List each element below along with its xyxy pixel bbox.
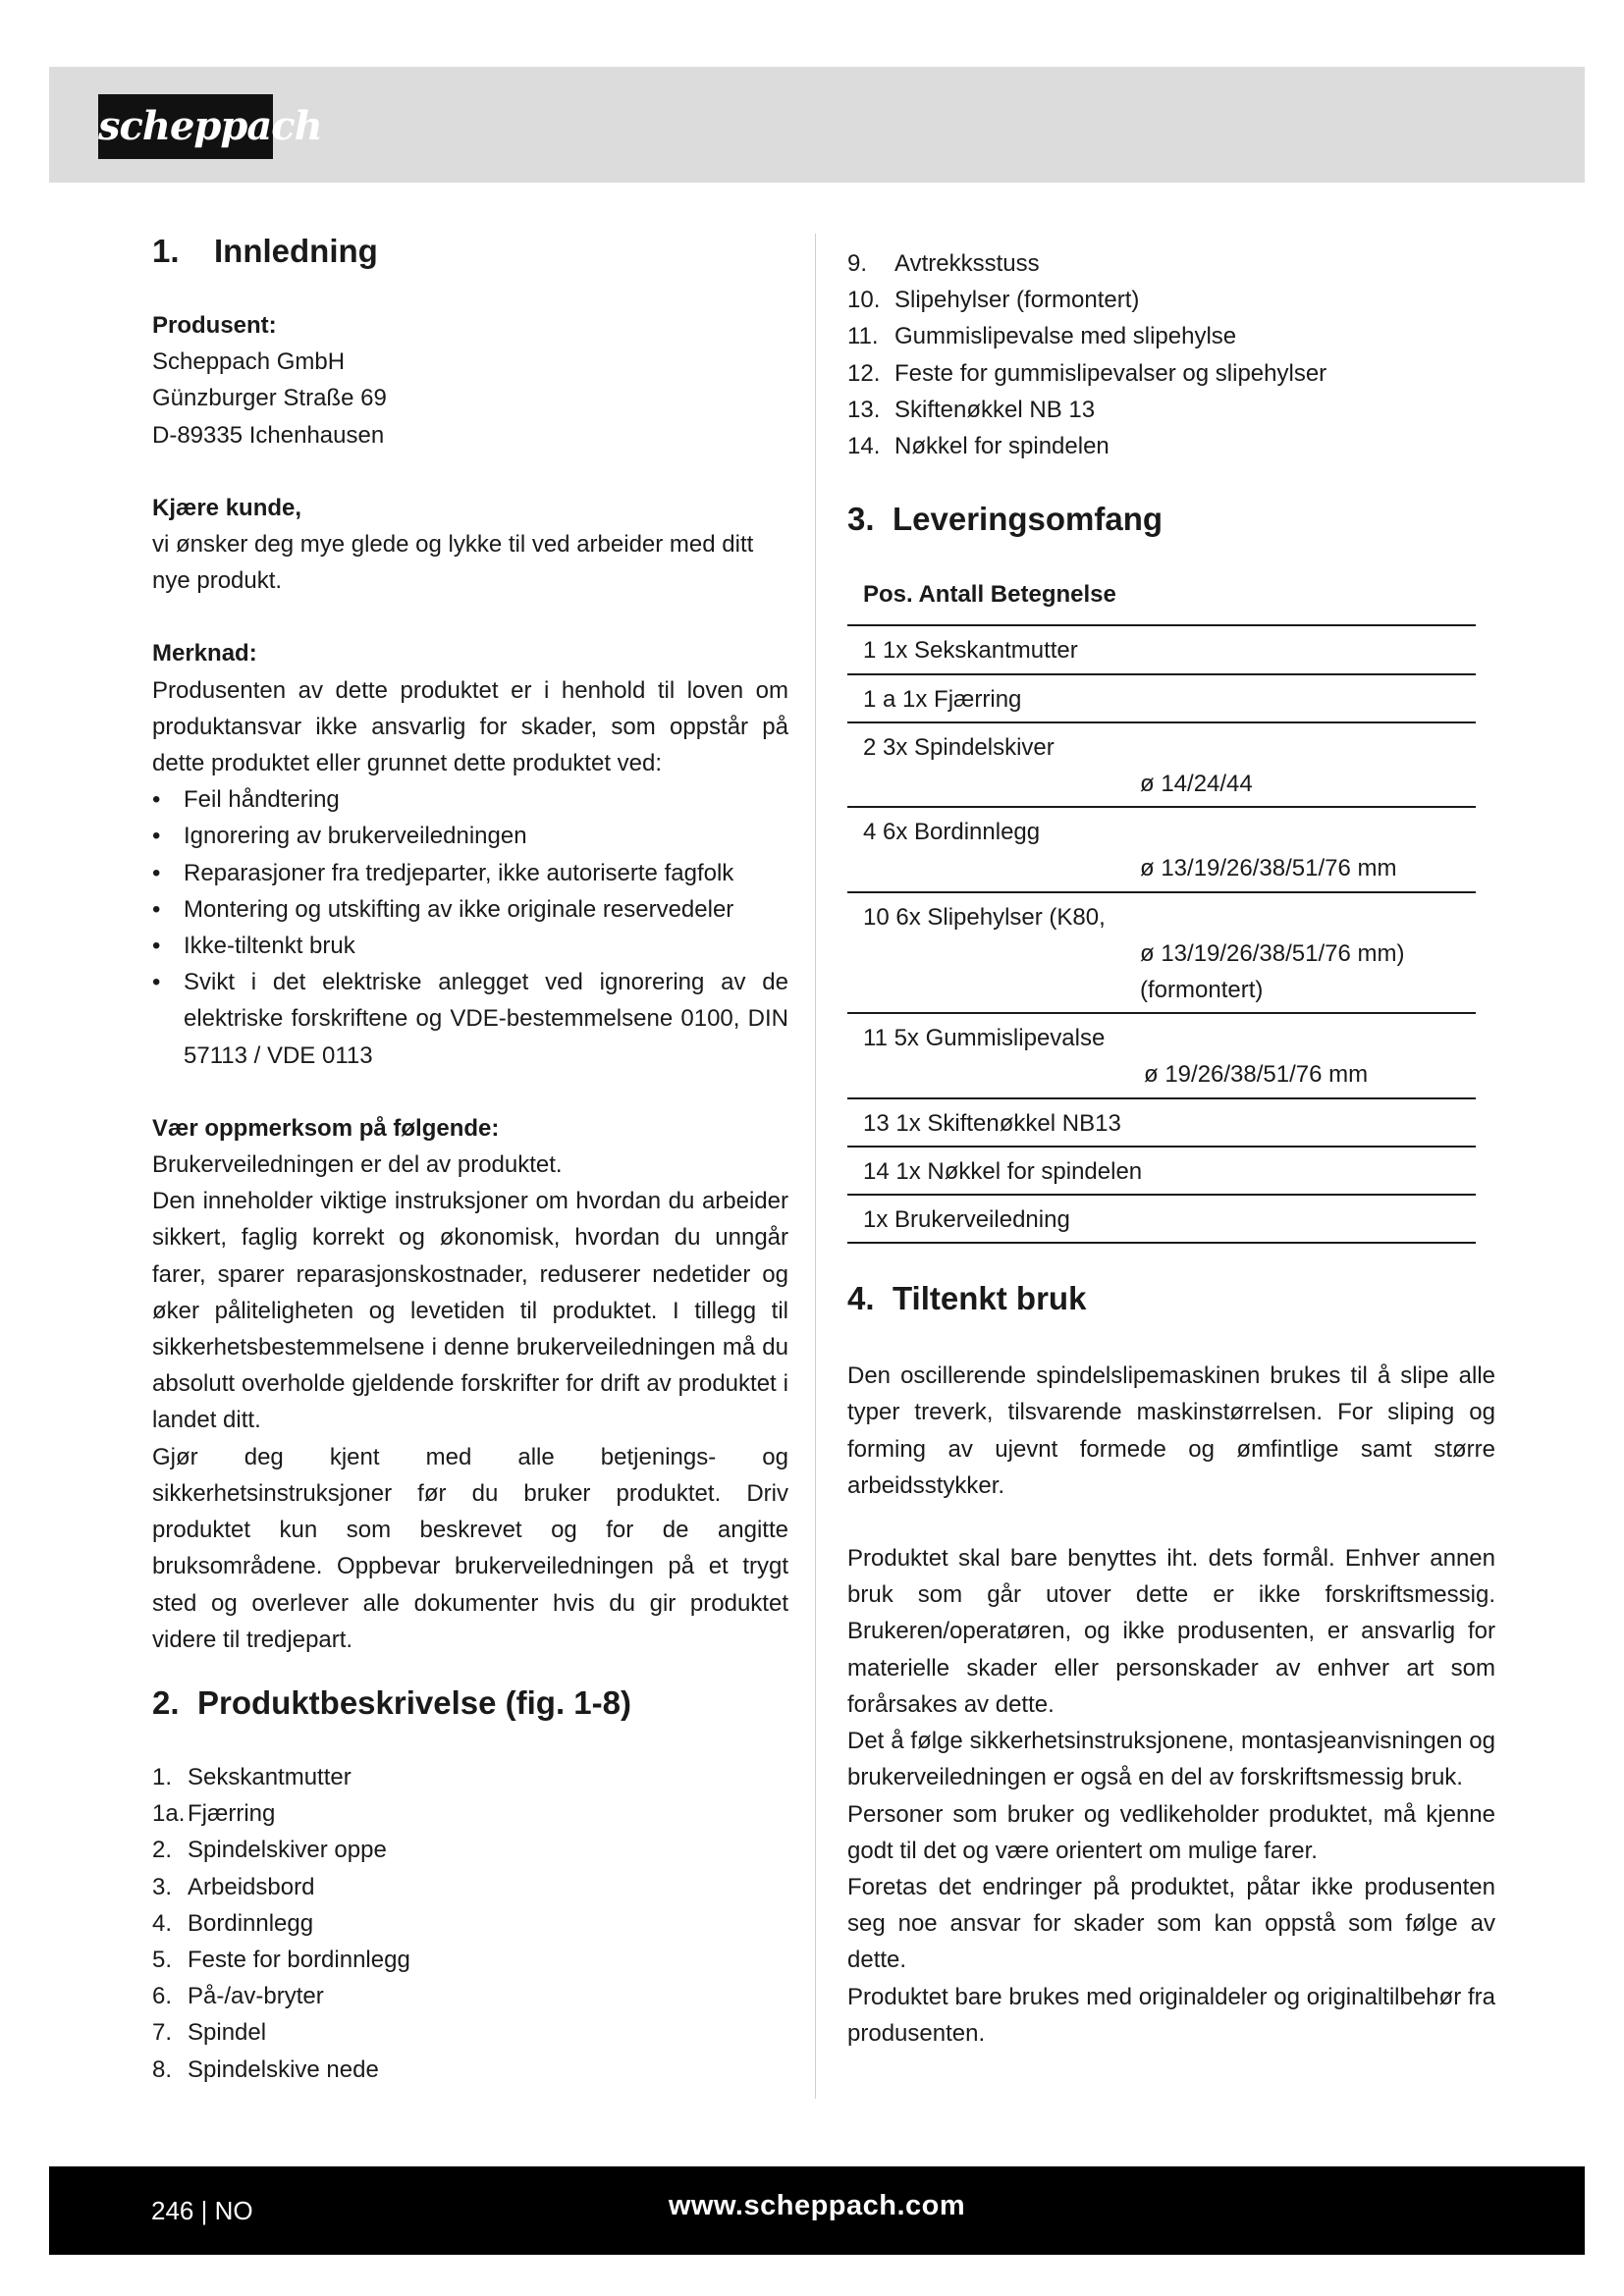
column-divider	[815, 234, 816, 2099]
section-title: Produktbeskrivelse (fig. 1-8)	[197, 1683, 631, 1721]
item-text: Feste for gummislipevalser og slipehylser	[894, 359, 1327, 387]
attention-paragraph: Gjør deg kjent med alle betjenings- og sikkerhetsinstruksjoner før du bruker produktet. Driv produktet kun som beskrevet og for de angitte bruksområdene. Oppbevar brukerveiledningen på et trygt sted og overlever alle dokumenter hvis du gir produktet videre til tredjepart.	[152, 1443, 788, 1653]
table-row	[847, 892, 1476, 1014]
list-item: • Montering og utskifting av ikke originale reservedeler	[152, 891, 788, 928]
attention-paragraph: Den inneholder viktige instruksjoner om hvordan du arbeider sikkert, faglig korrekt og økonomisk, hvordan du unngår farer, sparer reparasjonskostnader, reduserer nedetider og øker påliteligheten og levetiden til produktet. I tillegg til sikkerhetsbestemmelsene i denne brukerveiledningen må du absolutt overholde gjeldende forskrifter for drift av produktet i landet ditt.	[152, 1188, 788, 1434]
table-cell-dimension: ø 13/19/26/38/51/76 mm)	[1140, 939, 1405, 967]
section-title: Leveringsomfang	[893, 501, 1164, 538]
list-item	[152, 1905, 788, 1942]
item-text: Feste for bordinnlegg	[188, 1946, 410, 1973]
note-label: Merknad:	[152, 640, 257, 667]
scheppach-logo: scheppach	[98, 94, 273, 159]
table-row	[847, 722, 1476, 807]
liability-list	[152, 781, 788, 1074]
list-item	[847, 282, 1495, 318]
note-text: Produsenten av dette produktet er i henhold til loven om produktansvar ikke ansvarlig for skader, som oppstår på dette produktet eller grunnet dette produktet ved:	[152, 676, 788, 777]
item-text: Spindelskive nede	[188, 2056, 379, 2083]
section-1-heading	[152, 232, 788, 271]
item-text: Slipehylser (formontert)	[894, 287, 1140, 314]
item-text: Skiftenøkkel NB 13	[894, 396, 1096, 423]
list-item	[152, 2052, 788, 2088]
section-4-heading	[847, 1279, 1495, 1318]
section-title: Innledning	[214, 233, 378, 269]
section-number: 1.	[152, 233, 180, 269]
list-item: • Feil håndtering	[152, 781, 788, 818]
intended-use-paragraph: Personer som bruker og vedlikeholder produktet, må kjenne godt til det og være orientert om mulige farer.	[847, 1800, 1495, 1864]
list-item	[847, 318, 1495, 354]
attention-paragraph: Brukerveiledningen er del av produktet.	[152, 1151, 563, 1179]
item-number: 5.	[152, 1946, 173, 1973]
list-item: • Ignorering av brukerveiledningen	[152, 818, 788, 854]
item-text: Avtrekksstuss	[894, 250, 1040, 277]
table-cell: 1 a 1x Fjærring	[863, 685, 1022, 713]
intended-use-paragraph: Produktet bare brukes med originaldeler og originaltilbehør fra produsenten.	[847, 1983, 1495, 2047]
manufacturer-label: Produsent:	[152, 312, 277, 339]
list-item	[152, 1869, 788, 1905]
item-text: Fjærring	[188, 1800, 276, 1828]
item-text: Arbeidsbord	[188, 1873, 315, 1900]
item-number: 13.	[847, 396, 881, 423]
table-cell-dimension: ø 19/26/38/51/76 mm	[1144, 1061, 1369, 1089]
item-text: Sekskantmutter	[188, 1763, 352, 1790]
section-2-heading	[152, 1683, 788, 1723]
table-cell: 1 1x Sekskantmutter	[863, 637, 1078, 665]
table-cell-note: (formontert)	[1140, 977, 1264, 1004]
item-text: Nøkkel for spindelen	[894, 433, 1110, 460]
list-item: • Ikke-tiltenkt bruk	[152, 928, 788, 964]
item-text: Gummislipevalse med slipehylse	[894, 323, 1237, 350]
item-text: På-/av-bryter	[188, 1983, 324, 2010]
intended-use-paragraph: Den oscillerende spindelslipemaskinen brukes til å slipe alle typer treverk, tilsvarende maskinstørrelsen. For sliping og forming av ujevnt formede og ømfintlige samt større arbeidsstykker.	[847, 1362, 1495, 1499]
table-row	[847, 625, 1476, 673]
table-row	[847, 1098, 1476, 1147]
item-number: 3.	[152, 1873, 173, 1900]
attention-label: Vær oppmerksom på følgende:	[152, 1114, 500, 1142]
item-text: Bordinnlegg	[188, 1909, 314, 1937]
intended-use-paragraph: Det å følge sikkerhetsinstruksjonene, montasjeanvisningen og brukerveiledningen er også en del av forskriftsmessig bruk.	[847, 1728, 1495, 1791]
page-number: 246 | NO	[151, 2196, 253, 2225]
website-link[interactable]: www.scheppach.com	[668, 2190, 966, 2221]
item-number: 11.	[847, 323, 879, 350]
left-column	[152, 232, 788, 2088]
item-number: 12.	[847, 359, 881, 387]
item-number: 1.	[152, 1763, 173, 1790]
section-title: Tiltenkt bruk	[893, 1280, 1087, 1317]
list-item	[152, 1942, 788, 1978]
address-line: D-89335 Ichenhausen	[152, 421, 385, 449]
intended-use-paragraph: Produktet skal bare benyttes iht. dets formål. Enhver annen bruk som går utover dette er ikke forskriftsmessig. Brukeren/operatøren, og ikke produsenten, er ansvarlig for materielle skader eller personskader av enhver art som forårsakes av dette.	[847, 1545, 1495, 1718]
list-item	[847, 392, 1495, 428]
table-cell: 13 1x Skiftenøkkel NB13	[863, 1109, 1121, 1137]
table-row	[847, 807, 1476, 891]
list-item	[152, 1978, 788, 2014]
list-item	[847, 355, 1495, 392]
item-text: Spindelskiver oppe	[188, 1837, 387, 1864]
list-item	[152, 1759, 788, 1795]
item-number: 4.	[152, 1909, 173, 1937]
table-header-row	[847, 562, 1476, 625]
header-bar	[49, 67, 1585, 183]
table-header: Pos. Antall Betegnelse	[863, 581, 1116, 609]
item-number: 1a.	[152, 1800, 186, 1828]
table-cell-dimension: ø 14/24/44	[1140, 771, 1253, 798]
table-cell: 11 5x Gummislipevalse	[863, 1025, 1106, 1052]
delivery-scope-table	[847, 562, 1476, 1244]
table-cell: 14 1x Nøkkel for spindelen	[863, 1157, 1143, 1185]
item-number: 6.	[152, 1983, 173, 2010]
item-number: 10.	[847, 287, 881, 314]
greeting-text: vi ønsker deg mye glede og lykke til ved arbeider med ditt nye produkt.	[152, 531, 754, 595]
address-line: Scheppach GmbH	[152, 348, 346, 376]
address-line: Günzburger Straße 69	[152, 385, 387, 412]
list-item	[847, 245, 1495, 282]
section-number: 2.	[152, 1683, 180, 1721]
item-number: 9.	[847, 250, 868, 277]
table-cell-dimension: ø 13/19/26/38/51/76 mm	[1140, 855, 1397, 882]
parts-list	[152, 1759, 788, 2088]
section-number: 4.	[847, 1280, 875, 1317]
table-cell: 1x Brukerveiledning	[863, 1206, 1070, 1234]
footer-bar	[49, 2166, 1585, 2255]
list-item	[152, 1795, 788, 1832]
right-column	[847, 245, 1495, 2052]
table-row	[847, 1195, 1476, 1243]
list-item	[152, 1832, 788, 1868]
table-row	[847, 674, 1476, 722]
table-cell: 4 6x Bordinnlegg	[863, 819, 1041, 846]
item-number: 8.	[152, 2056, 173, 2083]
parts-list-continued	[847, 245, 1495, 464]
intended-use-paragraph: Foretas det endringer på produktet, påtar ikke produsenten seg noe ansvar for skader som kan oppstå som følge av dette.	[847, 1873, 1495, 1974]
list-item: • Svikt i det elektriske anlegget ved ignorering av de elektriske forskriftene og VDE-bestemmelsene 0100, DIN 57113 / VDE 0113	[152, 964, 788, 1074]
section-number: 3.	[847, 501, 875, 538]
greeting-label: Kjære kunde,	[152, 494, 302, 521]
table-row	[847, 1147, 1476, 1195]
table-row	[847, 1013, 1476, 1097]
table-cell: 2 3x Spindelskiver	[863, 733, 1055, 761]
item-text: Spindel	[188, 2019, 267, 2047]
item-number: 14.	[847, 433, 881, 460]
item-number: 2.	[152, 1837, 173, 1864]
list-item	[152, 2014, 788, 2051]
list-item	[847, 428, 1495, 464]
table-cell: 10 6x Slipehylser (K80,	[863, 903, 1106, 931]
list-item: • Reparasjoner fra tredjeparter, ikke autoriserte fagfolk	[152, 855, 788, 891]
section-3-heading	[847, 500, 1495, 539]
item-number: 7.	[152, 2019, 173, 2047]
